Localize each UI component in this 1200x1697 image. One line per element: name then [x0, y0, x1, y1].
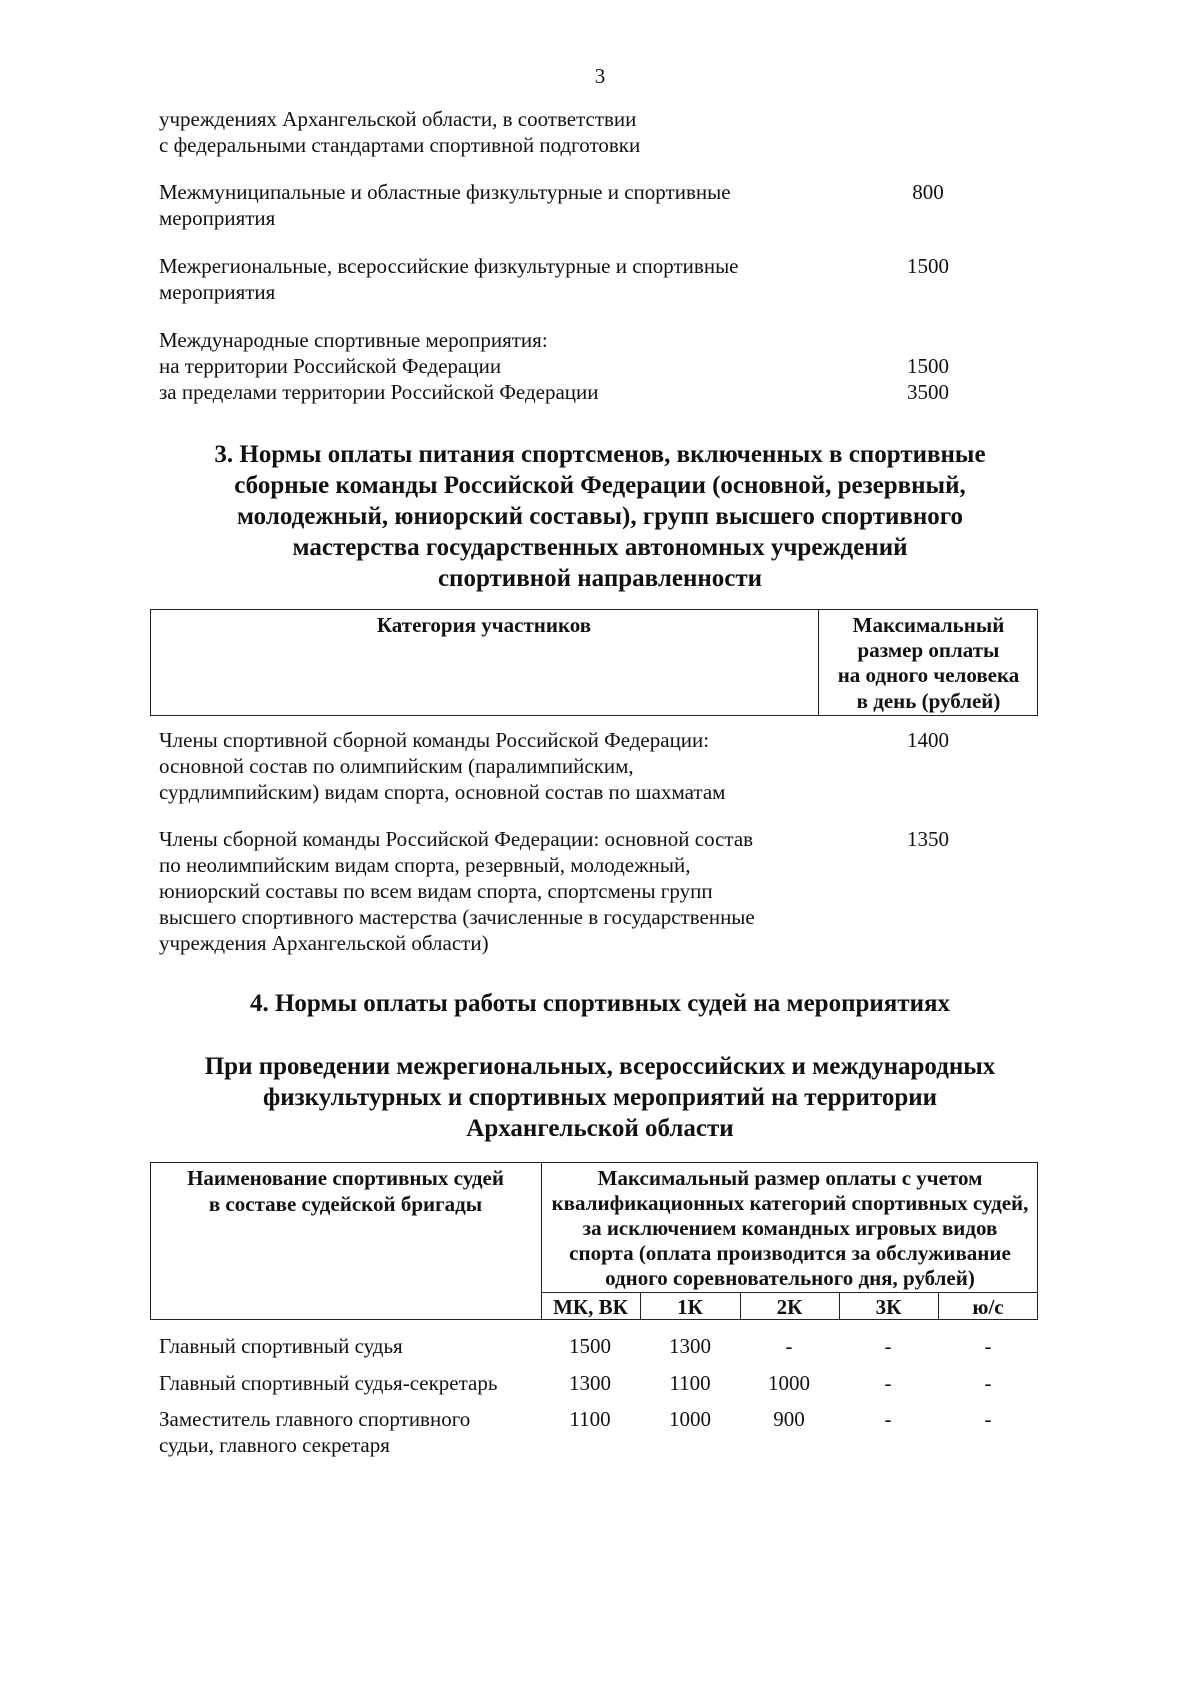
judge-row-value: -	[785, 1334, 793, 1358]
section4-subheader: МК, ВК	[553, 1295, 628, 1319]
section3-col1-header: Категория участников	[376, 613, 592, 637]
section3-col2-header: на одного человека	[837, 663, 1020, 687]
table-row-label: высшего спортивного мастерства (зачисленные в государственные	[159, 905, 755, 929]
intro-line: с федеральными стандартами спортивной подготовки	[159, 133, 641, 157]
table-row-label: Члены сборной команды Российской Федерации: основной состав	[159, 827, 754, 851]
table-row-label: сурдлимпийским) видам спорта, основной состав по шахматам	[159, 780, 726, 804]
section4-title: 4. Нормы оплаты работы спортивных судей на мероприятиях	[249, 990, 951, 1017]
judge-row-value: 1000	[768, 1371, 810, 1395]
intl-value: 1500	[907, 354, 949, 378]
judge-row-value: -	[884, 1407, 892, 1431]
table-row-label: юниорский составы по всем видам спорта, спортсмены групп	[159, 879, 713, 903]
judge-row-label: судьи, главного секретаря	[159, 1433, 390, 1457]
section3-title: 3. Нормы оплаты питания спортсменов, включенных в спортивные	[214, 441, 986, 468]
event-label: Межмуниципальные и областные физкультурные и спортивные	[159, 180, 731, 204]
event-value: 1500	[907, 254, 949, 278]
section3-title: сборные команды Российской Федерации (основной, резервный,	[234, 472, 966, 499]
section4-col1-header: Наименование спортивных судей	[187, 1166, 504, 1190]
table-row-label: учреждения Архангельской области)	[159, 931, 489, 955]
judge-row-value: 1100	[669, 1371, 711, 1395]
judge-row-label: Заместитель главного спортивного	[159, 1407, 471, 1431]
judge-row-value: 1300	[569, 1371, 611, 1395]
judge-row-value: -	[884, 1334, 892, 1358]
section4-subheader: 1К	[677, 1295, 703, 1319]
section4-subheader: 3К	[875, 1295, 902, 1319]
table-row-value: 1400	[907, 728, 949, 752]
section3-title: мастерства государственных автономных учреждений	[292, 534, 908, 561]
intl-label: на территории Российской Федерации	[159, 354, 502, 378]
table-row-label: основной состав по олимпийским (паралимпийским,	[159, 754, 634, 778]
intl-label: за пределами территории Российской Федерации	[159, 380, 599, 404]
judge-row-value: 1100	[569, 1407, 611, 1431]
section4-subtitle: физкультурных и спортивных мероприятий на территории	[262, 1084, 938, 1111]
section3-title: молодежный, юниорский составы), групп высшего спортивного	[236, 503, 964, 530]
intl-heading: Международные спортивные мероприятия:	[159, 328, 548, 352]
section4-col2-header: квалификационных категорий спортивных судей,	[551, 1191, 1029, 1215]
judge-row-label: Главный спортивный судья	[159, 1334, 403, 1358]
section4-subtitle: Архангельской области	[466, 1115, 734, 1142]
judge-row-value: -	[984, 1407, 992, 1431]
section3-col2-header: в день (рублей)	[856, 689, 1001, 713]
section4-col1-header: в составе судейской бригады	[208, 1192, 483, 1216]
section4-subheader: ю/с	[972, 1295, 1004, 1319]
event-label: Межрегиональные, всероссийские физкультурные и спортивные	[159, 254, 739, 278]
judge-row-value: 900	[773, 1407, 805, 1431]
event-label: мероприятия	[159, 206, 276, 230]
judge-row-value: -	[984, 1334, 992, 1358]
table-row-value: 1350	[907, 827, 949, 851]
section4-col2-header: Максимальный размер оплаты с учетом	[597, 1166, 983, 1190]
section3-title: спортивной направленности	[437, 565, 763, 592]
section4-subtitle: При проведении межрегиональных, всероссийских и международных	[204, 1053, 996, 1080]
intl-value: 3500	[907, 380, 949, 404]
judge-row-label: Главный спортивный судья-секретарь	[159, 1371, 498, 1395]
judge-row-value: 1000	[669, 1407, 711, 1431]
section4-subheader: 2К	[776, 1295, 803, 1319]
page-number: 3	[594, 64, 606, 88]
section4-subheader-line	[541, 1292, 1038, 1293]
intro-line: учреждениях Архангельской области, в соответствии	[159, 107, 637, 131]
section3-col2-header: Максимальный	[852, 613, 1005, 637]
section4-col2-header: спорта (оплата производится за обслуживание	[569, 1241, 1011, 1265]
judge-row-value: -	[884, 1371, 892, 1395]
judge-row-value: 1300	[669, 1334, 711, 1358]
judge-row-value: -	[984, 1371, 992, 1395]
judge-row-value: 1500	[569, 1334, 611, 1358]
section4-col2-header: одного соревновательного дня, рублей)	[605, 1266, 975, 1290]
event-label: мероприятия	[159, 280, 276, 304]
event-value: 800	[912, 180, 944, 204]
section4-col2-header: за исключением командных игровых видов	[582, 1216, 998, 1240]
table-row-label: по неолимпийским видам спорта, резервный, молодежный,	[159, 853, 691, 877]
table-row-label: Члены спортивной сборной команды Российской Федерации:	[159, 728, 710, 752]
section3-col2-header: размер оплаты	[857, 638, 1000, 662]
